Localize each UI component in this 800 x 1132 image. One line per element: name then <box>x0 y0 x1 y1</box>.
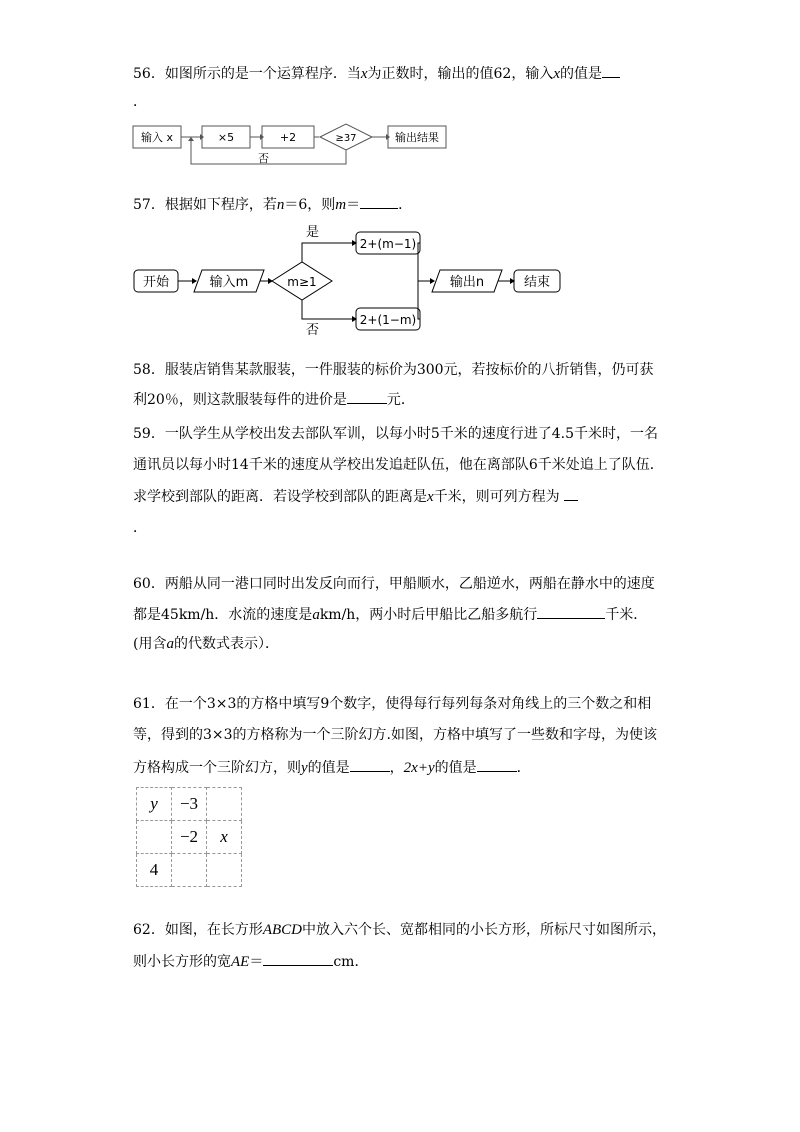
q61-line2: 等，得到的3×3的方格称为一个三阶幻方.如图，方格中填写了一些数和字母，为使该 <box>133 727 657 743</box>
grid-cell <box>137 821 172 854</box>
q62-text-a: 62．如图，在长方形 <box>133 922 263 938</box>
grid-cell <box>207 854 242 887</box>
q59-dot: ． <box>133 520 147 536</box>
q62-text-a: 则小长方形的宽 <box>133 954 231 970</box>
var-y: y <box>301 760 308 776</box>
q57-text-a: 57．根据如下程序，若 <box>133 197 277 213</box>
q58-text-a: 利20％，则这款服装每件的进价是 <box>133 392 347 408</box>
var-x: x <box>427 489 434 505</box>
flow-yesbox-label: 2+(m−1) <box>359 237 417 251</box>
flow-yes-label: 是 <box>306 225 320 240</box>
q60-text-b: km/h，两小时后甲船比乙船多航行 <box>319 607 538 623</box>
answer-blank <box>350 757 390 772</box>
flow-nobox-label: 2+(1−m) <box>359 313 417 327</box>
q56-line1 <box>133 63 620 84</box>
q57-flowchart <box>130 222 570 337</box>
q58-text-b: 元． <box>386 392 415 408</box>
q61-line1: 61．在一个3×3的方格中填写9个数字，使得每行每列每条对角线上的三个数之和相 <box>133 696 652 712</box>
q60-line2 <box>133 604 647 625</box>
flow-input-label: 输入m <box>209 275 249 290</box>
q61-text-c: ， <box>389 760 404 776</box>
grid-cell <box>172 854 207 887</box>
q61-text-b: 的值是 <box>307 760 350 776</box>
grid-row <box>137 854 242 887</box>
answer-blank <box>347 389 387 404</box>
expr-2x-y: 2x+y <box>403 760 435 776</box>
grid-cell: −2 <box>172 821 207 854</box>
answer-blank <box>263 951 333 966</box>
var-x: x <box>360 66 368 82</box>
q57-end: ． <box>398 197 413 213</box>
q61-line3 <box>133 757 531 778</box>
q59-text-b: 千米，则可列方程为 <box>433 489 560 505</box>
q57-eq: ＝ <box>346 197 361 213</box>
q60-line1: 60．两船从同一港口同时出发反向而行，甲船顺水，乙船逆水，两船在静水中的速度 <box>133 576 655 592</box>
var-a: a <box>312 607 320 623</box>
var-m: m <box>335 197 347 213</box>
answer-blank <box>477 757 517 772</box>
q57-text-b: ＝6，则 <box>284 197 336 213</box>
flow-no-label: 否 <box>258 152 269 165</box>
grid-cell: x <box>207 821 242 854</box>
q60-text-a: (用含 <box>133 636 167 652</box>
var-x: x <box>553 66 560 82</box>
q62-line2 <box>133 951 368 972</box>
q60-text-a: 都是45km/h．水流的速度是 <box>133 607 313 623</box>
flow-output-label: 输出结果 <box>395 131 439 144</box>
q62-text-c: cm． <box>333 954 369 970</box>
flow-output-label: 输出n <box>449 275 485 290</box>
q59-line1: 59．一队学生从学校出发去部队军训，以每小时5千米的速度行进了4.5千米时，一名 <box>133 426 658 442</box>
q62-line1 <box>133 920 666 940</box>
q60-line3 <box>133 634 279 654</box>
q56-text-a: 56．如图所示的是一个运算程序．当 <box>133 66 361 82</box>
answer-blank <box>360 194 398 209</box>
q61-text-a: 方格构成一个三阶幻方，则 <box>133 760 301 776</box>
flow-cond-label: ≥37 <box>335 133 357 144</box>
flow-end-label: 结束 <box>523 275 551 290</box>
q56-flowchart <box>130 120 460 175</box>
answer-blank <box>564 486 578 501</box>
var-a: a <box>166 636 174 652</box>
var-n: n <box>276 197 285 213</box>
q56-text-c: 的值是 <box>560 66 602 82</box>
grid-cell: −3 <box>172 788 207 821</box>
flow-input-label: 输入 x <box>140 131 174 144</box>
label-abcd: ABCD <box>262 922 302 938</box>
q60-text-c: 千米． <box>605 607 648 623</box>
grid-cell: 4 <box>137 854 172 887</box>
flow-op2-label: +2 <box>279 131 297 144</box>
q59-line2: 通讯员以每小时14千米的速度从学校出发追赶队伍，他在离部队6千米处追上了队伍． <box>133 457 664 473</box>
q62-text-b: 中放入六个长、宽都相同的小长方形，所标尺寸如图所示， <box>302 922 666 938</box>
q62-eq: ＝ <box>249 954 264 970</box>
q60-text-b: 的代数式表示）． <box>173 636 279 652</box>
q57-line <box>133 194 412 215</box>
flow-op1-label: ×5 <box>217 131 235 144</box>
flow-start-label: 开始 <box>142 275 170 290</box>
flow-cond-label: m≥1 <box>287 275 317 289</box>
q59-text-a: 求学校到部队的距离．若设学校到部队的距离是 <box>133 489 427 505</box>
q56-text-b: 为正数时，输出的值62，输入 <box>367 66 554 82</box>
grid-cell <box>207 788 242 821</box>
label-ae: AE <box>231 954 250 970</box>
q58-line2 <box>133 389 415 410</box>
q59-line3 <box>133 486 578 507</box>
answer-blank <box>602 63 620 78</box>
answer-blank <box>537 604 605 619</box>
flow-no-label: 否 <box>306 323 320 337</box>
q61-text-d: 的值是 <box>434 760 477 776</box>
q58-line1: 58．服装店销售某款服装，一件服装的标价为300元，若按标价的八折销售，仍可获 <box>133 362 654 378</box>
magic-square-grid <box>136 787 242 887</box>
q56-dot: ． <box>133 94 147 110</box>
grid-row <box>137 821 242 854</box>
grid-row <box>137 788 242 821</box>
q61-text-e: ． <box>516 760 531 776</box>
grid-cell: y <box>137 788 172 821</box>
